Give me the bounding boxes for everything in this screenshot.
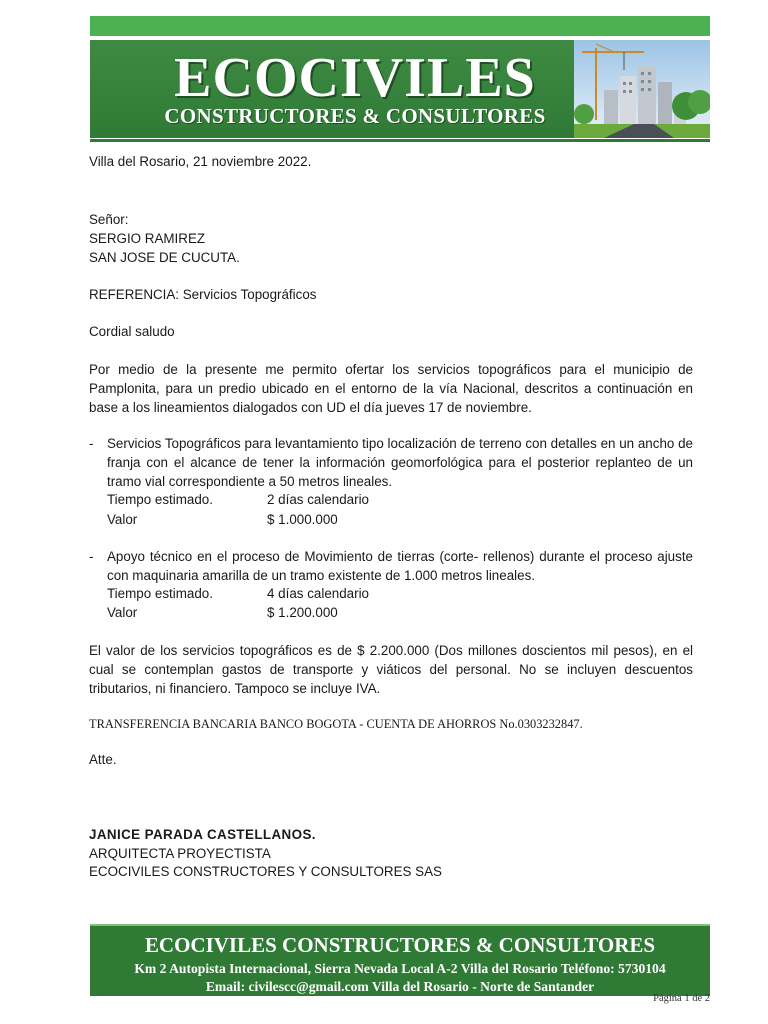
value-amount: $ 1.200.000 <box>267 605 338 620</box>
estimated-time-label: Tiempo estimado. <box>107 586 213 601</box>
reference-line: REFERENCIA: Servicios Topográficos <box>89 287 317 302</box>
signer-name: JANICE PARADA CASTELLANOS. <box>89 827 316 842</box>
value-label: Valor <box>107 512 138 527</box>
letterhead-banner <box>90 40 710 138</box>
footer-company: ECOCIVILES CONSTRUCTORES & CONSULTORES <box>144 933 656 957</box>
value-amount: $ 1.000.000 <box>267 512 338 527</box>
place-date: Villa del Rosario, 21 noviembre 2022. <box>89 154 312 169</box>
footer-contact: Email: civilescc@gmail.com Villa del Rosario - Norte de Santander <box>205 979 595 994</box>
value-label: Valor <box>107 605 138 620</box>
header-top-stripe <box>90 16 710 36</box>
estimated-time-label: Tiempo estimado. <box>107 492 213 507</box>
signer-title: ARQUITECTA PROYECTISTA <box>89 846 271 861</box>
service-item-description: Servicios Topográficos para levantamiento tipo localización de terreno con detalles en un ancho de franja con el alcance de tener la información geomorfológica para el posterior replanteo de un tramo vial correspondiente a 50 metros lineales. <box>107 436 693 489</box>
item-dash: - <box>89 436 94 451</box>
estimated-time-value: 4 días calendario <box>267 586 369 601</box>
signer-company: ECOCIVILES CONSTRUCTORES Y CONSULTORES SAS <box>89 864 442 879</box>
estimated-time-value: 2 días calendario <box>267 492 369 507</box>
recipient-name: SERGIO RAMIREZ <box>89 231 206 246</box>
brand-subtitle: CONSTRUCTORES & CONSULTORES <box>164 104 546 128</box>
closing: Atte. <box>89 752 117 767</box>
recipient-city: SAN JOSE DE CUCUTA. <box>89 250 240 265</box>
service-item-description: Apoyo técnico en el proceso de Movimiento de tierras (corte- rellenos) durante el proceso ajuste con maquinaria amarilla de un tramo existente de 1.000 metros lineales. <box>107 549 693 583</box>
construction-city-illustration <box>574 40 710 138</box>
total-paragraph: El valor de los servicios topográficos es de $ 2.200.000 (Dos millones doscientos mil pesos), en el cual se contemplan gastos de transporte y viáticos del personal. No se incluyen descuentos tributarios, ni financiero. Tampoco se incluye IVA. <box>89 643 693 696</box>
intro-paragraph: Por medio de la presente me permito ofertar los servicios topográficos para el municipio de Pamplonita, para un predio ubicado en el entorno de la vía Nacional, descritos a continuación en base a los lineamientos dialogados con UD el día jueves 17 de noviembre. <box>89 362 693 415</box>
letterhead-footer <box>90 924 710 996</box>
brand-name: ECOCIVILES <box>174 47 536 109</box>
page-number: Página 1 de 2 <box>653 993 710 1004</box>
bank-transfer-line: TRANSFERENCIA BANCARIA BANCO BOGOTA - CUENTA DE AHORROS No.0303232847. <box>89 717 583 731</box>
header-rule <box>90 139 710 142</box>
item-dash: - <box>89 549 94 564</box>
greeting: Cordial saludo <box>89 324 175 339</box>
salutation: Señor: <box>89 212 129 227</box>
footer-address: Km 2 Autopista Internacional, Sierra Nevada Local A-2 Villa del Rosario Teléfono: 5730104 <box>134 961 666 976</box>
